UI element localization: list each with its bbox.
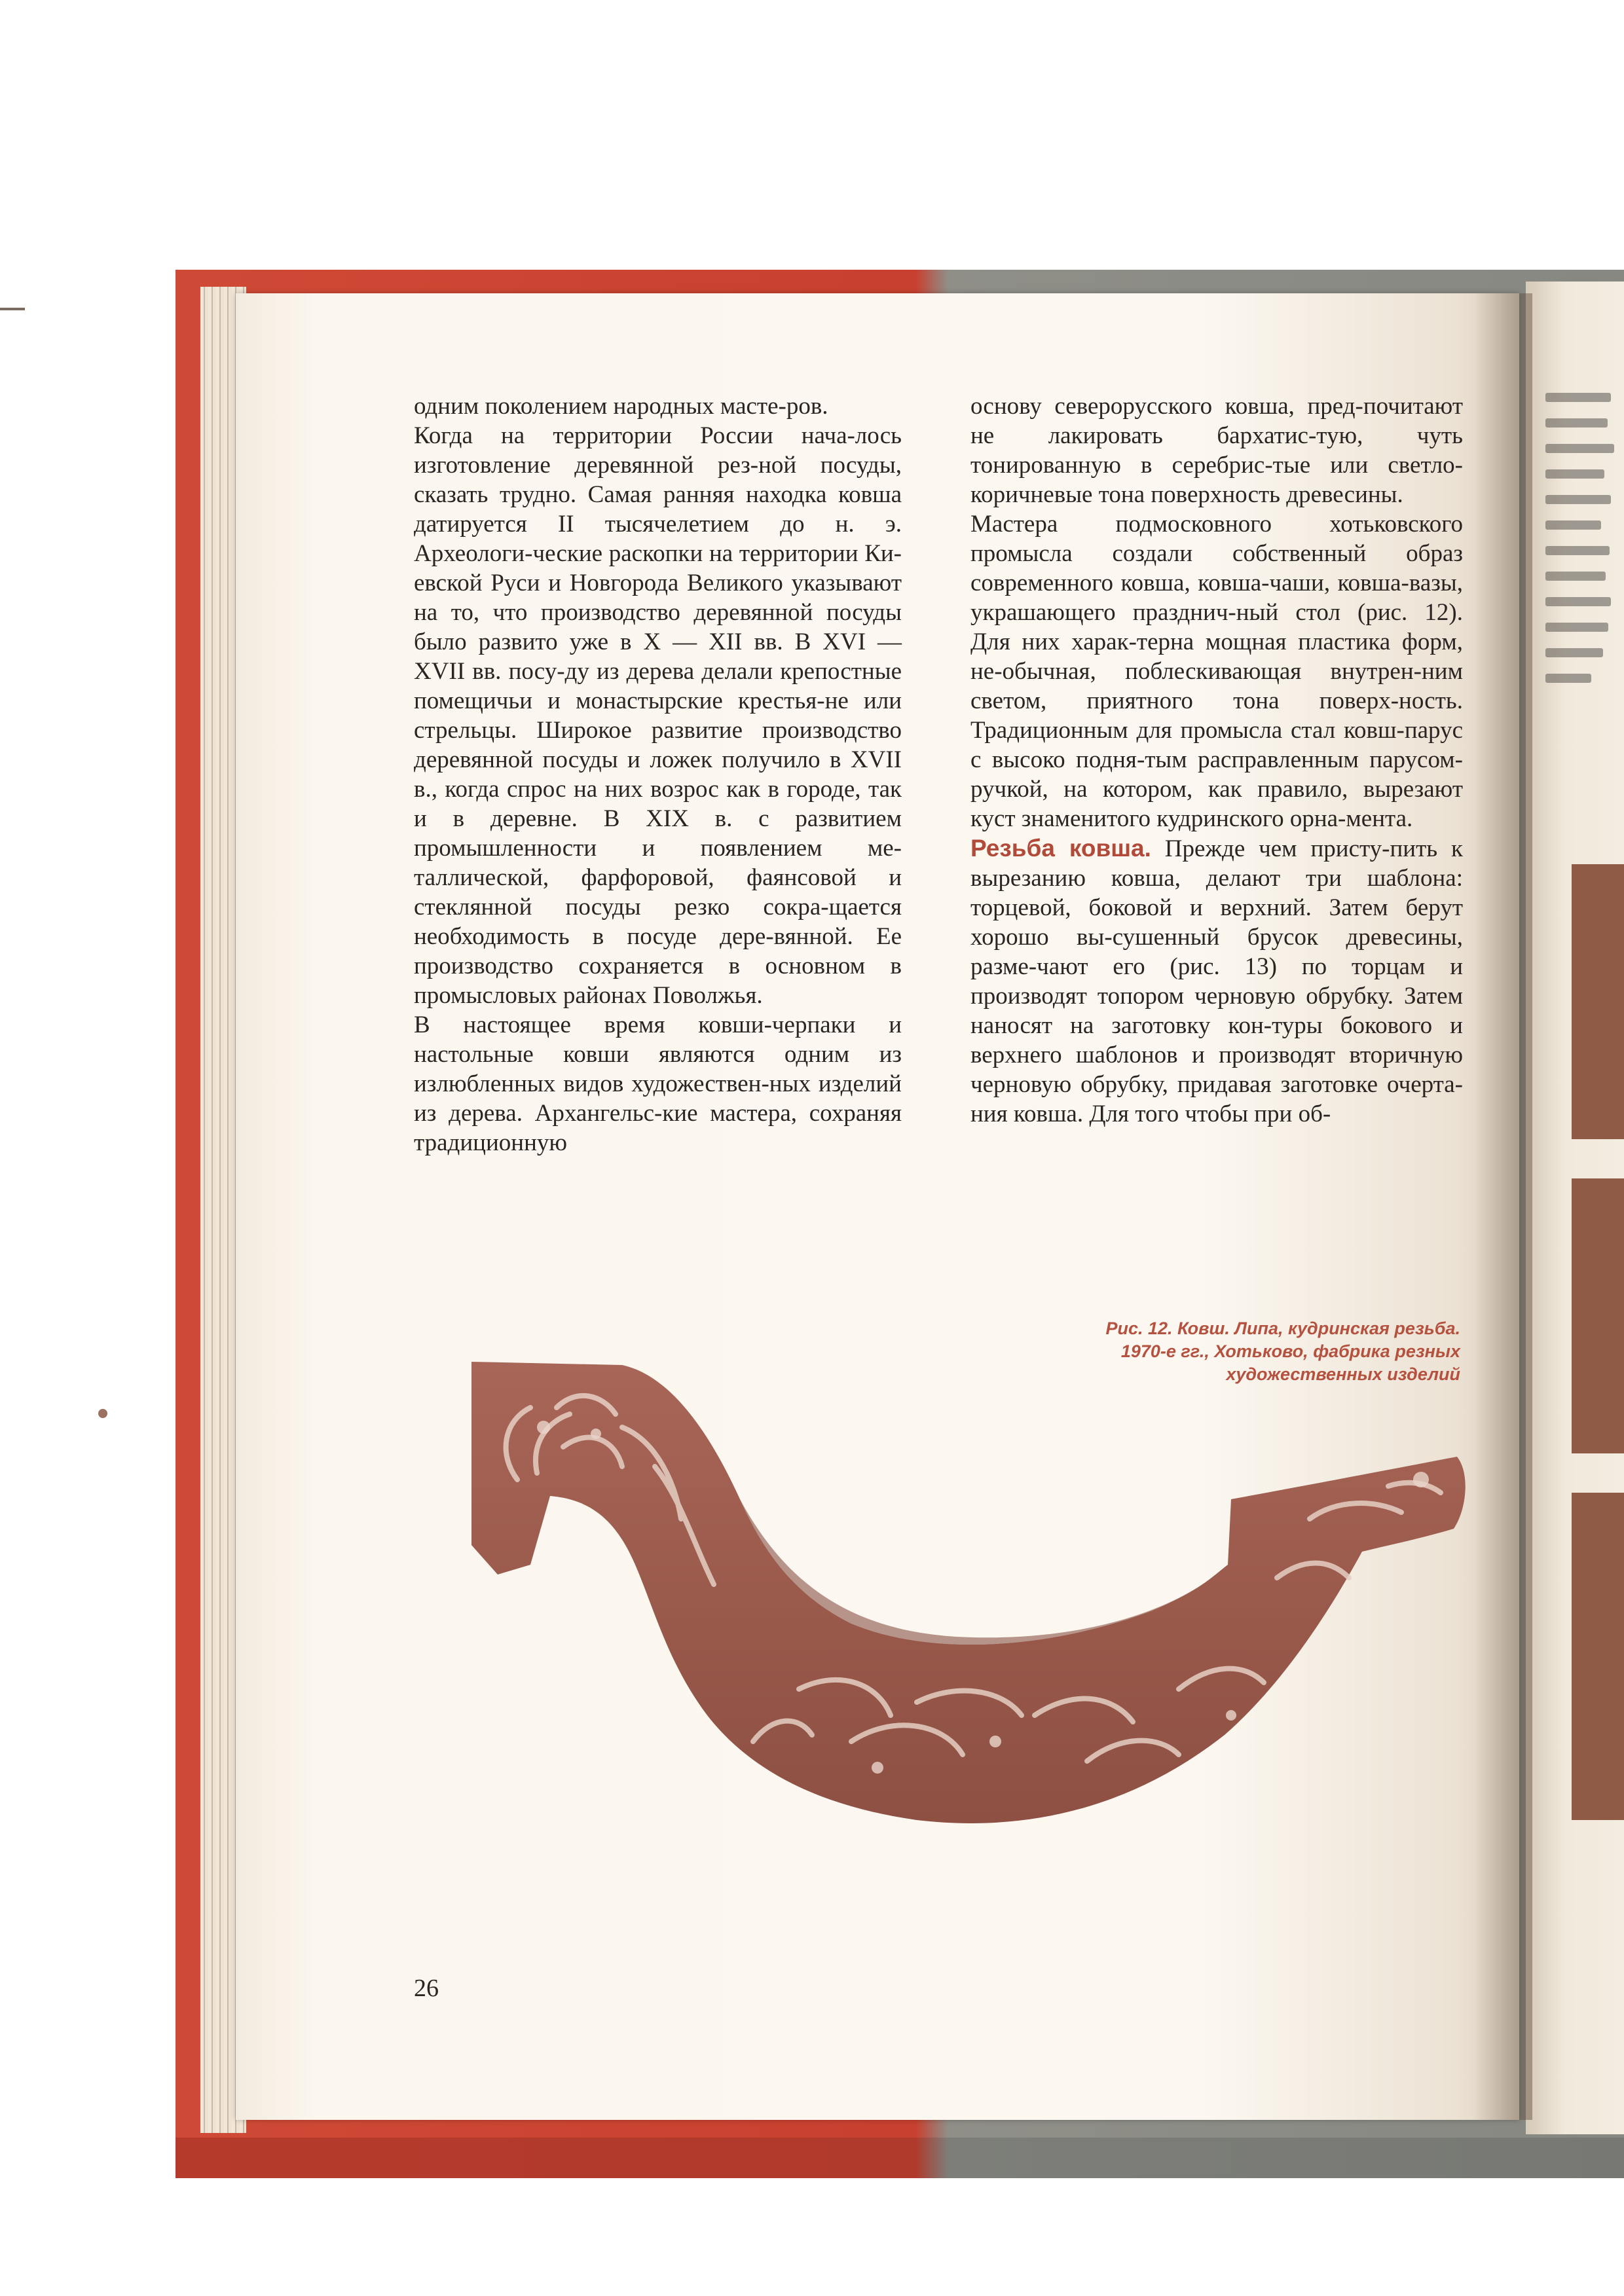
ladle-body <box>471 1362 1466 1823</box>
paragraph: одним поколением народных масте-ров. <box>414 393 828 420</box>
right-text-column <box>970 392 1463 1129</box>
scan-edge-mark <box>0 308 25 310</box>
paragraph: Когда на территории России нача-лось изготовление деревянной рез-ной посуды, сказать трудно. Самая ранняя находка ковша датируется II тысячелетием до н. э. Археологи-ческие раскопки на территории Ки-евской Руси и Новгорода Великого указывают на то, что производство деревянной посуды было развито уже в X — XII вв. В XVI — XVII вв. посу-ду из дерева делали крепостные помещичьи и монастырские крестья-не или стрельцы. Широкое развитие производство деревянной посуды и ложек получило в XVII в., когда спрос на них возрос как в городе, так и в деревне. В XIX в. с развитием промышленности и появлением ме-таллической, фарфоровой, фаянсовой и стеклянной посуды резко сокра-щается необходимость в посуде дере-вянной. Ее производство сохраняется в основном в промысловых районах Поволжья. <box>414 422 902 1009</box>
caption-line: художественных изделий <box>1226 1364 1460 1384</box>
facing-page-photo-3 <box>1572 1493 1624 1820</box>
section-paragraph <box>970 833 1463 1129</box>
paragraph: основу северорусского ковша, пред-почитают не лакировать бархатис-тую, чуть тонированную в серебрис-тые или светло-коричневые тона поверхность древесины. <box>970 393 1463 508</box>
caption-line: 1970-е гг., Хотьково, фабрика резных <box>1120 1341 1460 1361</box>
caption-line: Рис. 12. Ковш. Липа, кудринская резьба. <box>1105 1319 1460 1338</box>
section-heading: Резьба ковша. <box>970 835 1151 862</box>
left-text-column <box>414 392 902 1157</box>
book-cover-bottom <box>175 2138 1624 2178</box>
facing-page-photo-2 <box>1572 1178 1624 1453</box>
paragraph: В настоящее время ковши-черпаки и настольные ковши являются одним из излюбленных видов художествен-ных изделий из дерева. Архангельс-кие мастера, сохраняя традиционную <box>414 1011 902 1156</box>
facing-page-photo-1 <box>1572 864 1624 1139</box>
paragraph: Мастера подмосковного хотьковского промысла создали собственный образ современного ковша, ковша-чаши, ковша-вазы, украшающего празднич-ный стол (рис. 12). Для них харак-терна мощная пластика форм, не-обычная, поблескивающая внутрен-ним светом, приятного тона поверх-ность. Традиционным для промысла стал ковш-парус с высоко подня-тым расправленным парусом-ручкой, на котором, как правило, вырезают куст знаменитого кудринского орна-мента. <box>970 511 1463 832</box>
page-number: 26 <box>414 1975 439 2002</box>
ladle-illustration <box>458 1349 1480 1938</box>
facing-page-text <box>1545 393 1621 699</box>
scan-dot-mark <box>98 1409 107 1418</box>
section-text: Прежде чем присту-пить к вырезанию ковша, делают три шаблона: торцевой, боковой и верхний. Затем берут хорошо вы-сушенный брусок древесины, разме-чают его (рис. 13) по торцам и производят топором черновую обрубку. Затем наносят на заготовку кон-туры бокового и верхнего шаблонов и производят вторичную черновую обрубку, придавая заготовке очерта-ния ковша. Для того чтобы при об- <box>970 835 1464 1127</box>
page-gutter-shadow <box>1473 293 1532 2120</box>
